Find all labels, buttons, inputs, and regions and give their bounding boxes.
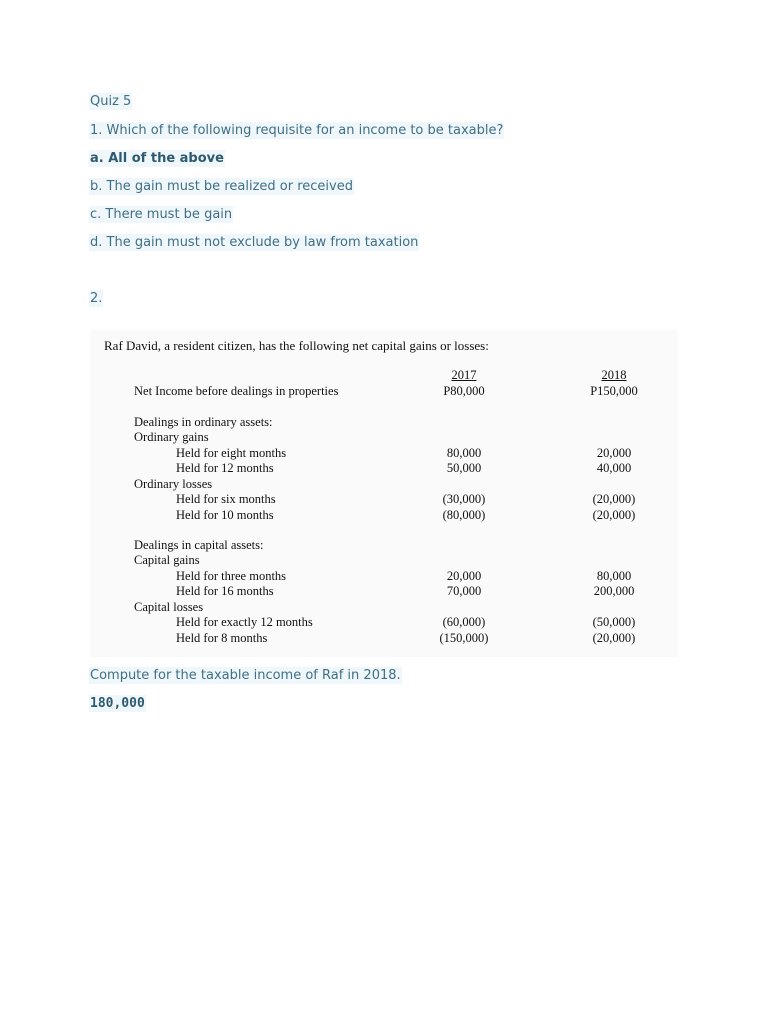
row-label: Held for 12 months [176, 461, 274, 475]
option-d: d. The gain must not exclude by law from taxation [90, 235, 419, 250]
year-2018-header: 2018 [601, 368, 627, 382]
row-value-2017: (150,000) [439, 631, 489, 645]
question-2-prompt: Compute for the taxable income of Raf in 2018. [90, 668, 401, 683]
option-c: c. There must be gain [90, 207, 233, 222]
row-label: Held for 16 months [176, 584, 274, 598]
row-value-2017: (60,000) [442, 615, 486, 629]
row-value-2018: 200,000 [593, 584, 635, 598]
row-value-2018: (20,000) [592, 508, 636, 522]
row-label: Held for 8 months [176, 631, 268, 645]
row-label: Dealings in ordinary assets: [134, 415, 273, 429]
row-label: Capital losses [134, 600, 204, 614]
row-label: Held for eight months [176, 446, 287, 460]
row-value-2018: 80,000 [596, 569, 632, 583]
row-label: Held for six months [176, 492, 276, 506]
row-label: Dealings in capital assets: [134, 538, 264, 552]
row-value-2017: 80,000 [446, 446, 482, 460]
row-label: Capital gains [134, 553, 200, 567]
option-a-answer: a. All of the above [90, 151, 224, 166]
row-value-2017: 70,000 [446, 584, 482, 598]
option-b: b. The gain must be realized or received [90, 179, 353, 194]
table-intro: Raf David, a resident citizen, has the following net capital gains or losses: [104, 338, 489, 353]
year-2017-header: 2017 [451, 368, 477, 382]
question-2-answer: 180,000 [90, 696, 145, 711]
question-2-number: 2. [90, 291, 103, 306]
row-label: Held for 10 months [176, 508, 274, 522]
row-value-2017: 50,000 [446, 461, 482, 475]
question-1-text: 1. Which of the following requisite for an income to be taxable? [90, 123, 504, 138]
row-label: Net Income before dealings in properties [134, 384, 339, 398]
row-value-2017: P80,000 [443, 384, 485, 398]
quiz-title: Quiz 5 [90, 94, 132, 109]
row-value-2017: (30,000) [442, 492, 486, 506]
row-value-2017: 20,000 [446, 569, 482, 583]
row-value-2018: (20,000) [592, 492, 636, 506]
row-value-2018: (50,000) [592, 615, 636, 629]
row-label: Ordinary gains [134, 430, 209, 444]
row-value-2018: P150,000 [590, 384, 638, 398]
row-value-2017: (80,000) [442, 508, 486, 522]
row-label: Held for exactly 12 months [176, 615, 313, 629]
row-value-2018: 40,000 [596, 461, 632, 475]
row-value-2018: (20,000) [592, 631, 636, 645]
row-label: Ordinary losses [134, 477, 213, 491]
question-2-table-image [90, 330, 678, 657]
row-value-2018: 20,000 [596, 446, 632, 460]
row-label: Held for three months [176, 569, 287, 583]
